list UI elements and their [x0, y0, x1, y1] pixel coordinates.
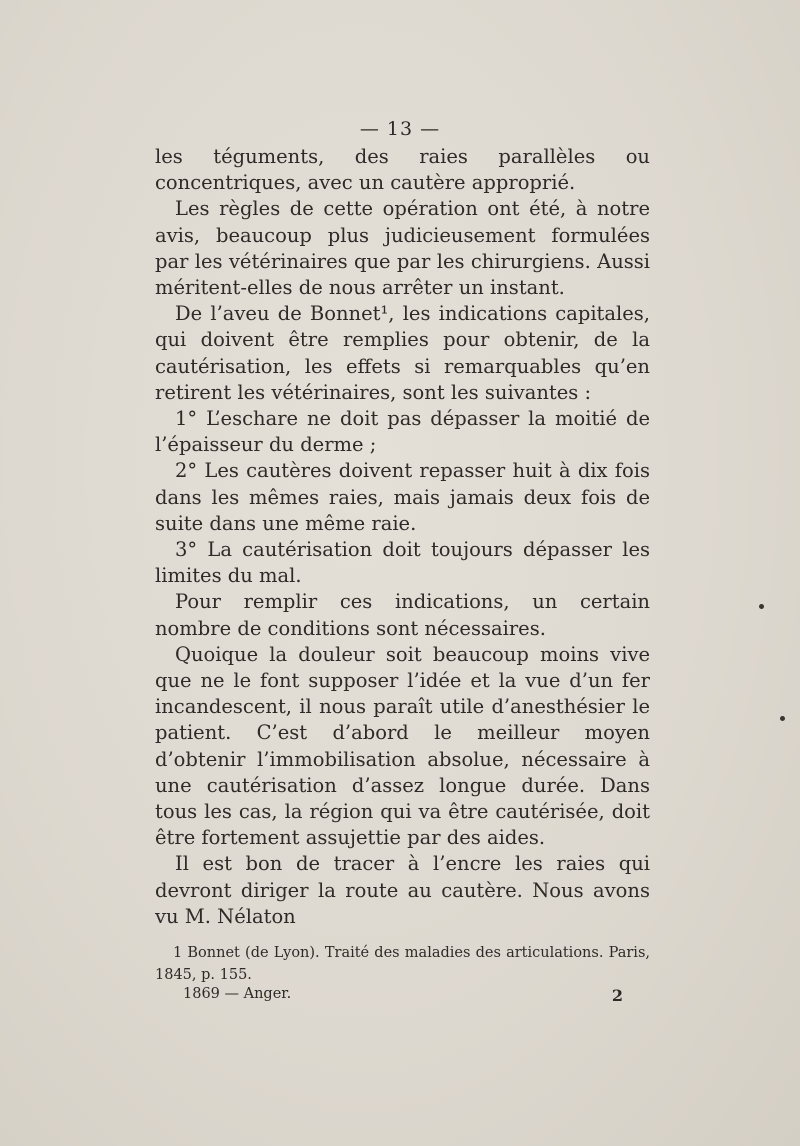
signature-number: 2 — [611, 986, 623, 1005]
paragraph: Pour remplir ces indications, un certain nombre de conditions sont nécessaires. — [155, 590, 650, 640]
paragraph: De l’aveu de Bonnet¹, les indications capitales, qui doivent être remplies pour obtenir, de la cautérisation, les effets si remarquables qu’en retirent les vétérinaires, sont les suivantes : — [155, 302, 650, 404]
paragraph: Il est bon de tracer à l’encre les raies qui devront diriger la route au cautère. Nous avons vu M. Nélaton — [155, 852, 650, 928]
ink-speck — [759, 604, 764, 609]
signature-line — [183, 986, 623, 1005]
paragraph: les téguments, des raies parallèles ou concentriques, avec un cautère approprié. — [155, 145, 650, 195]
main-text — [155, 144, 650, 930]
paragraph: 3° La cautérisation doit toujours dépasser les limites du mal. — [155, 538, 650, 588]
paragraph: Les règles de cette opération ont été, à notre avis, beaucoup plus judicieusement formulées par les vétérinaires que par les chirurgiens. Aussi méritent-elles de nous arrêter un instant. — [155, 197, 650, 300]
ink-speck — [780, 716, 785, 721]
footnotes — [155, 942, 650, 986]
page-number: — 13 — — [359, 118, 441, 140]
paragraph: Quoique la douleur soit beaucoup moins vive que ne le font supposer l’idée et la vue d’un fer incandescent, il nous paraît utile d’anesthésier le patient. C’est d’abord le meilleur moyen d’obtenir l’immobilisation absolue, nécessaire à une cautérisation d’assez longue durée. Dans tous les cas, la région qui va être cautérisée, doit être fortement assujettie par des aides. — [155, 642, 650, 850]
footnote: 1 Bonnet (de Lyon). Traité des maladies des articulations. Paris, 1845, p. 155. — [155, 945, 650, 983]
paragraph: 1° L’eschare ne doit pas dépasser la moitié de l’épaisseur du derme ; — [155, 407, 650, 457]
signature-mark: 1869 — Anger. — [183, 986, 292, 1002]
paragraph: 2° Les cautères doivent repasser huit à dix fois dans les mêmes raies, mais jamais deux fois de suite dans une même raie. — [155, 459, 650, 535]
